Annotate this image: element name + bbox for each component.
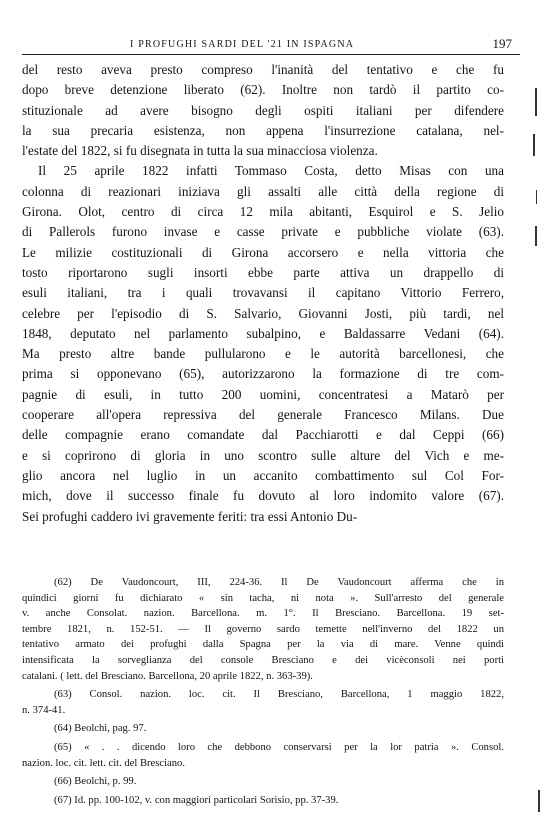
footnote-line: n. 374-41. bbox=[22, 704, 66, 716]
footnote-line: tembre 1821, n. 152-51. — Il governo sardo temette nell'inverno del 1822 un bbox=[22, 623, 504, 635]
paragraph-2 bbox=[22, 161, 504, 526]
header-rule bbox=[22, 54, 520, 55]
footnote-line: quindici giorni fu dichiarato « sin tacha, ni nota ». Sull'arresto del generale bbox=[22, 592, 504, 604]
margin-mark bbox=[533, 134, 535, 156]
text-line: stituzionale ad avere bisogno degli ospiti italiani per difendere bbox=[22, 102, 504, 118]
margin-mark bbox=[535, 226, 537, 246]
text-line: di Pallerols furono invase e casse private e pubbliche violate (63). bbox=[22, 224, 504, 240]
text-line: Girona. Olot, centro di circa 12 mila abitanti, Esquirol e S. Jelio bbox=[22, 204, 504, 220]
footnote-line: (66) Beolchi, p. 99. bbox=[54, 776, 137, 788]
text-line: 1848, deputato nel parlamento subalpino, e Baldassarre Vedani (64). bbox=[22, 325, 504, 341]
text-line: prima si opponevano (65), autorizzarono la formazione di tre com- bbox=[22, 366, 504, 382]
page-number: 197 bbox=[492, 36, 512, 51]
footnote-line: intensificata la sorveglianza del console Bresciano e dei vicèconsoli nei porti bbox=[22, 654, 504, 666]
footnote-line: nazion. loc. cit. lett. cit. del Bresciano. bbox=[22, 757, 185, 769]
text-line: glio ancora nel luglio in un accanito combattimento sul Col For- bbox=[22, 467, 504, 483]
footnote-63 bbox=[22, 687, 504, 718]
footnote-line: (63) Consol. nazion. loc. cit. Il Bresciano, Barcellona, 1 maggio 1822, bbox=[54, 689, 504, 701]
running-head: I PROFUGHI SARDI DEL '21 IN ISPAGNA bbox=[130, 39, 355, 50]
text-line: Le milizie costituzionali di Girona accorsero e nella vittoria che bbox=[22, 244, 504, 260]
text-line: delle compagnie erano comandate dal Pacchiarotti e dal Ceppi (66) bbox=[22, 427, 504, 443]
footnote-64 bbox=[22, 721, 504, 737]
text-line: cooperare all'opera repressiva del generale Francesco Milans. Due bbox=[22, 407, 504, 423]
text-line: mich, dove il successo finale fu dovuto al loro indomito valore (67). bbox=[22, 488, 504, 504]
footnote-line: catalani. ( lett. del Bresciano. Barcellona, 20 aprile 1822, n. 363-39). bbox=[22, 670, 313, 682]
text-line: la sua precaria esistenza, non appena l'insurrezione catalana, nel- bbox=[22, 122, 504, 138]
text-line: colonna di reazionari iniziava gli assalti alle città della regione di bbox=[22, 183, 504, 199]
footnote-line: (67) Id. pp. 100-102, v. con maggiori particolari Sorisio, pp. 37-39. bbox=[54, 794, 339, 806]
margin-mark bbox=[535, 88, 537, 116]
footnote-line: v. anche Consolat. nazion. Barcellona. m. 1°. Il Bresciano. Barcellona. 19 set- bbox=[22, 608, 504, 620]
text-line: celebre per l'episodio di S. Salvario, Giovanni Josti, più tardi, nel bbox=[22, 305, 504, 321]
text-line: del resto aveva presto compreso l'inanità del tentativo e che fu bbox=[22, 62, 504, 77]
text-line: Ma presto altre bande pullularono e le autorità barcellonesi, che bbox=[22, 346, 504, 362]
page-header bbox=[30, 36, 512, 52]
paragraph-1 bbox=[22, 60, 504, 161]
footnotes bbox=[22, 575, 504, 811]
footnote-line: (62) De Vaudoncourt, III, 224-36. Il De Vaudoncourt afferma che in bbox=[54, 577, 504, 588]
footnote-line: tentativo armato dei profughi dalla Spagna per la via di mare. Venne quindi bbox=[22, 639, 504, 651]
text-line: Il 25 aprile 1822 infatti Tommaso Costa, detto Misas con una bbox=[38, 163, 504, 179]
text-line: esuli italiani, tra i quali trovavansi il capitano Vittorio Ferrero, bbox=[22, 285, 504, 301]
margin-mark bbox=[536, 190, 537, 204]
footnote-line: (64) Beolchi, pag. 97. bbox=[54, 723, 147, 735]
text-line: pagnie di esuli, in tutto 200 uomini, concentratesi a Matarò per bbox=[22, 386, 504, 402]
text-line: e si coprirono di gloria in uno scontro sulle alture del Vich e me- bbox=[22, 447, 504, 463]
text-line: l'estate del 1822, si fu disegnata in tutta la sua minacciosa violenza. bbox=[22, 143, 378, 159]
footnote-67 bbox=[22, 793, 504, 809]
footnote-65 bbox=[22, 740, 504, 771]
margin-mark bbox=[538, 790, 540, 812]
text-line: tosto riportarono sugli insorti ebbe parte attiva un drappello di bbox=[22, 264, 504, 280]
text-line: Sei profughi caddero ivi gravemente feriti: tra essi Antonio Du- bbox=[22, 508, 358, 524]
main-text bbox=[22, 60, 504, 527]
footnote-66 bbox=[22, 774, 504, 790]
footnote-line: (65) « . . dicendo loro che debbono conservarsi per la lor patria ». Consol. bbox=[54, 741, 504, 753]
footnote-62 bbox=[22, 575, 504, 684]
text-line: dopo breve detenzione liberato (62). Inoltre non tardò il partito co- bbox=[22, 82, 504, 98]
